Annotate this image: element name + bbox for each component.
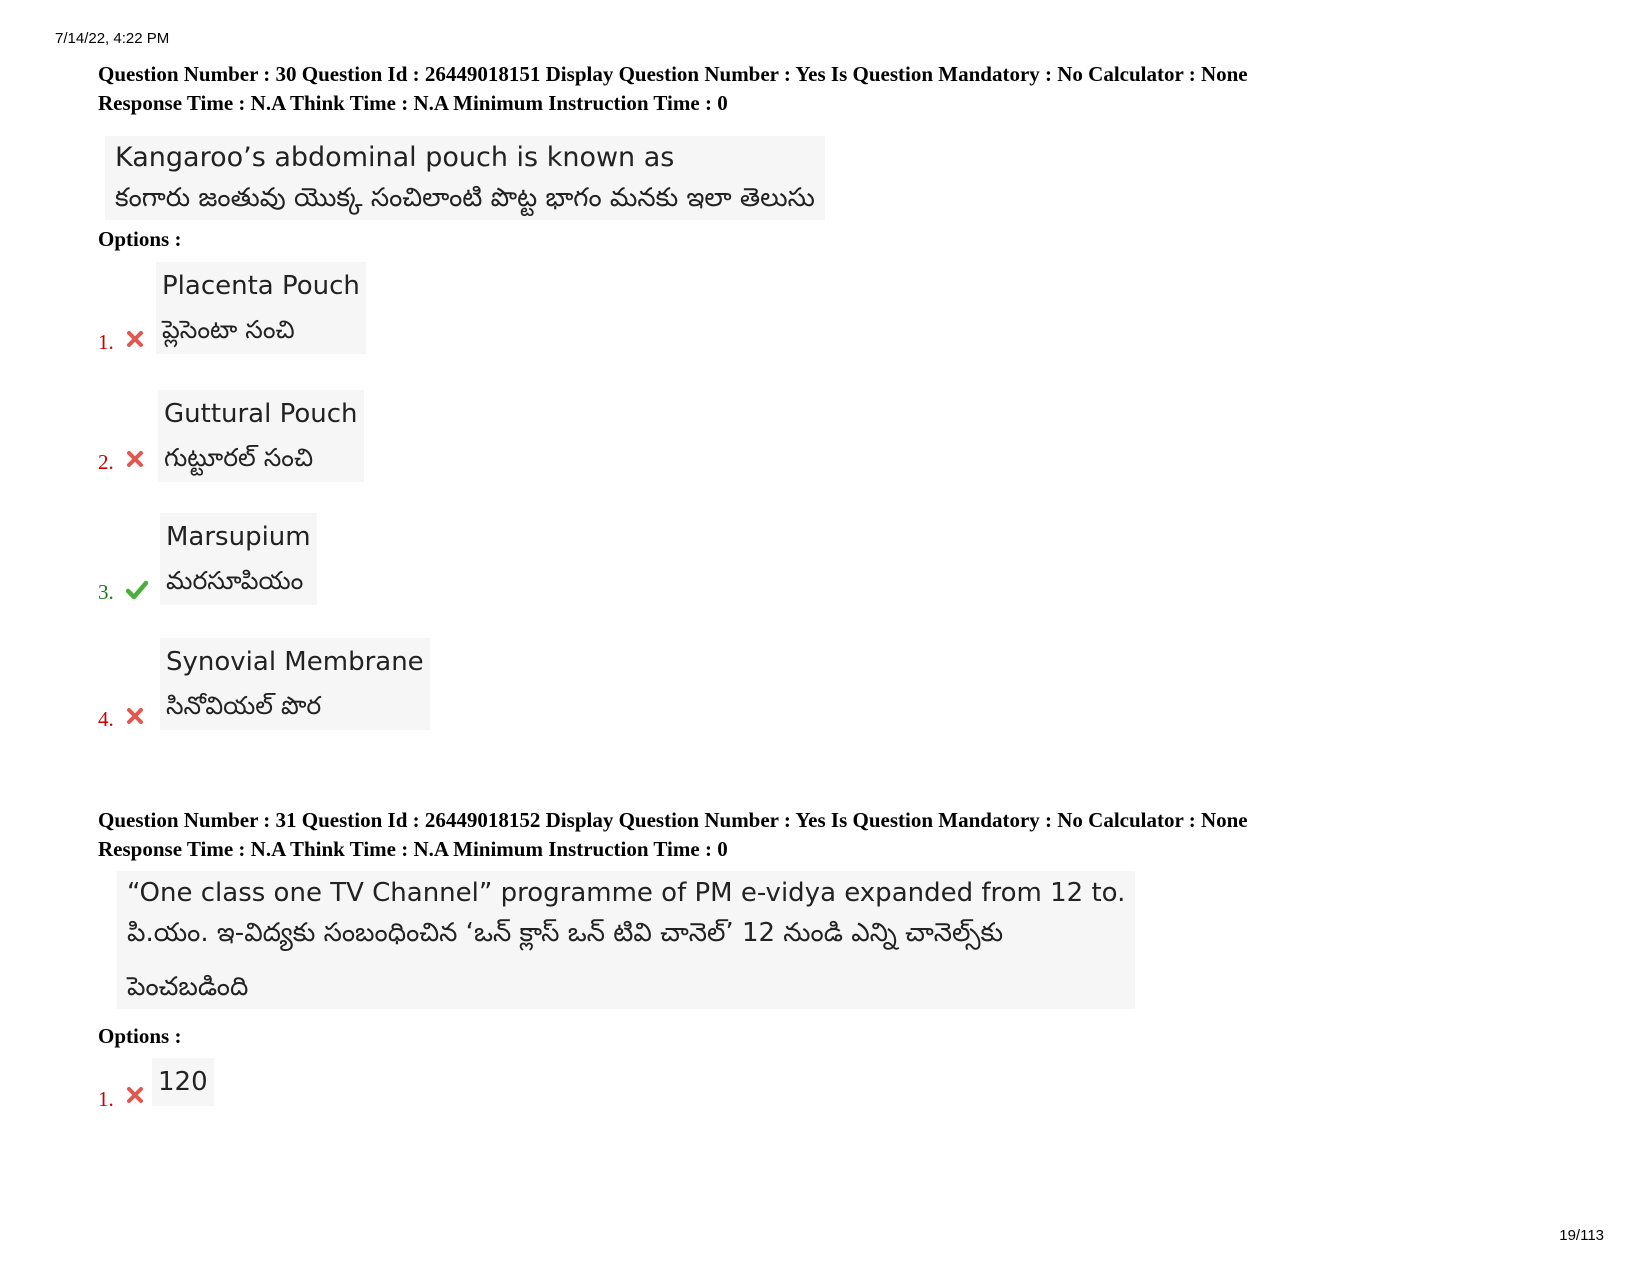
option-1-content: [156, 262, 366, 354]
option-number: 2.: [98, 450, 114, 474]
option-text-english: Synovial Membrane: [166, 647, 424, 677]
question-30-text: [105, 136, 825, 220]
option-text-english: Guttural Pouch: [164, 399, 358, 429]
option-3-content: [160, 513, 317, 605]
question-meta-line: Response Time : N.A Think Time : N.A Minimum Instruction Time : 0: [98, 91, 728, 115]
option-1-content: [152, 1058, 214, 1106]
question-text-english: Kangaroo’s abdominal pouch is known as: [115, 142, 675, 173]
check-icon: [126, 580, 148, 600]
question-30-meta: [98, 60, 1248, 118]
cross-icon: [126, 707, 144, 725]
option-text-english: 120: [158, 1067, 208, 1097]
question-text-telugu: కంగారు జంతువు యొక్క సంచిలాంటి పొట్ట భాగం మనకు ఇలా తెలుసు: [115, 183, 815, 213]
options-label: Options :: [98, 227, 182, 251]
question-31-meta: [98, 806, 1248, 864]
option-text-english: Placenta Pouch: [162, 271, 360, 301]
cross-icon: [126, 1086, 144, 1104]
option-number: 3.: [98, 580, 114, 604]
page-number: 19/113: [1559, 1227, 1604, 1244]
question-text-english: “One class one TV Channel” programme of PM e-vidya expanded from 12 to.: [127, 878, 1126, 908]
option-text-telugu: మరసూపియం: [166, 566, 304, 595]
option-text-telugu: గుట్టూరల్ సంచి: [164, 443, 314, 472]
option-4-content: [160, 638, 430, 730]
print-datetime: 7/14/22, 4:22 PM: [55, 30, 170, 47]
question-meta-line: Response Time : N.A Think Time : N.A Minimum Instruction Time : 0: [98, 837, 728, 861]
option-number: 1.: [98, 330, 114, 354]
option-2-content: [158, 390, 364, 482]
question-text-telugu: పి.యం. ఇ-విద్యకు సంబంధించిన ‘ఒన్ క్లాస్ ఒన్ టివి చానెల్’ 12 నుండి ఎన్ని చానెల్స్‌కు: [127, 918, 1004, 948]
option-number: 1.: [98, 1087, 114, 1111]
question-meta-line: Question Number : 31 Question Id : 26449018152 Display Question Number : Yes Is Question Mandatory : No Calculator : None: [98, 808, 1248, 832]
question-text-telugu-continued: పెంచబడింది: [127, 972, 249, 1002]
question-meta-line: Question Number : 30 Question Id : 26449018151 Display Question Number : Yes Is Question Mandatory : No Calculator : None: [98, 62, 1248, 86]
question-31-text: [117, 871, 1135, 1009]
options-label: Options :: [98, 1024, 182, 1048]
option-number: 4.: [98, 707, 114, 731]
option-text-telugu: సినోవియల్ పొర: [166, 691, 322, 720]
option-text-english: Marsupium: [166, 522, 311, 552]
cross-icon: [126, 330, 144, 348]
cross-icon: [126, 450, 144, 468]
option-text-telugu: ప్లెసెంటా సంచి: [162, 315, 295, 344]
